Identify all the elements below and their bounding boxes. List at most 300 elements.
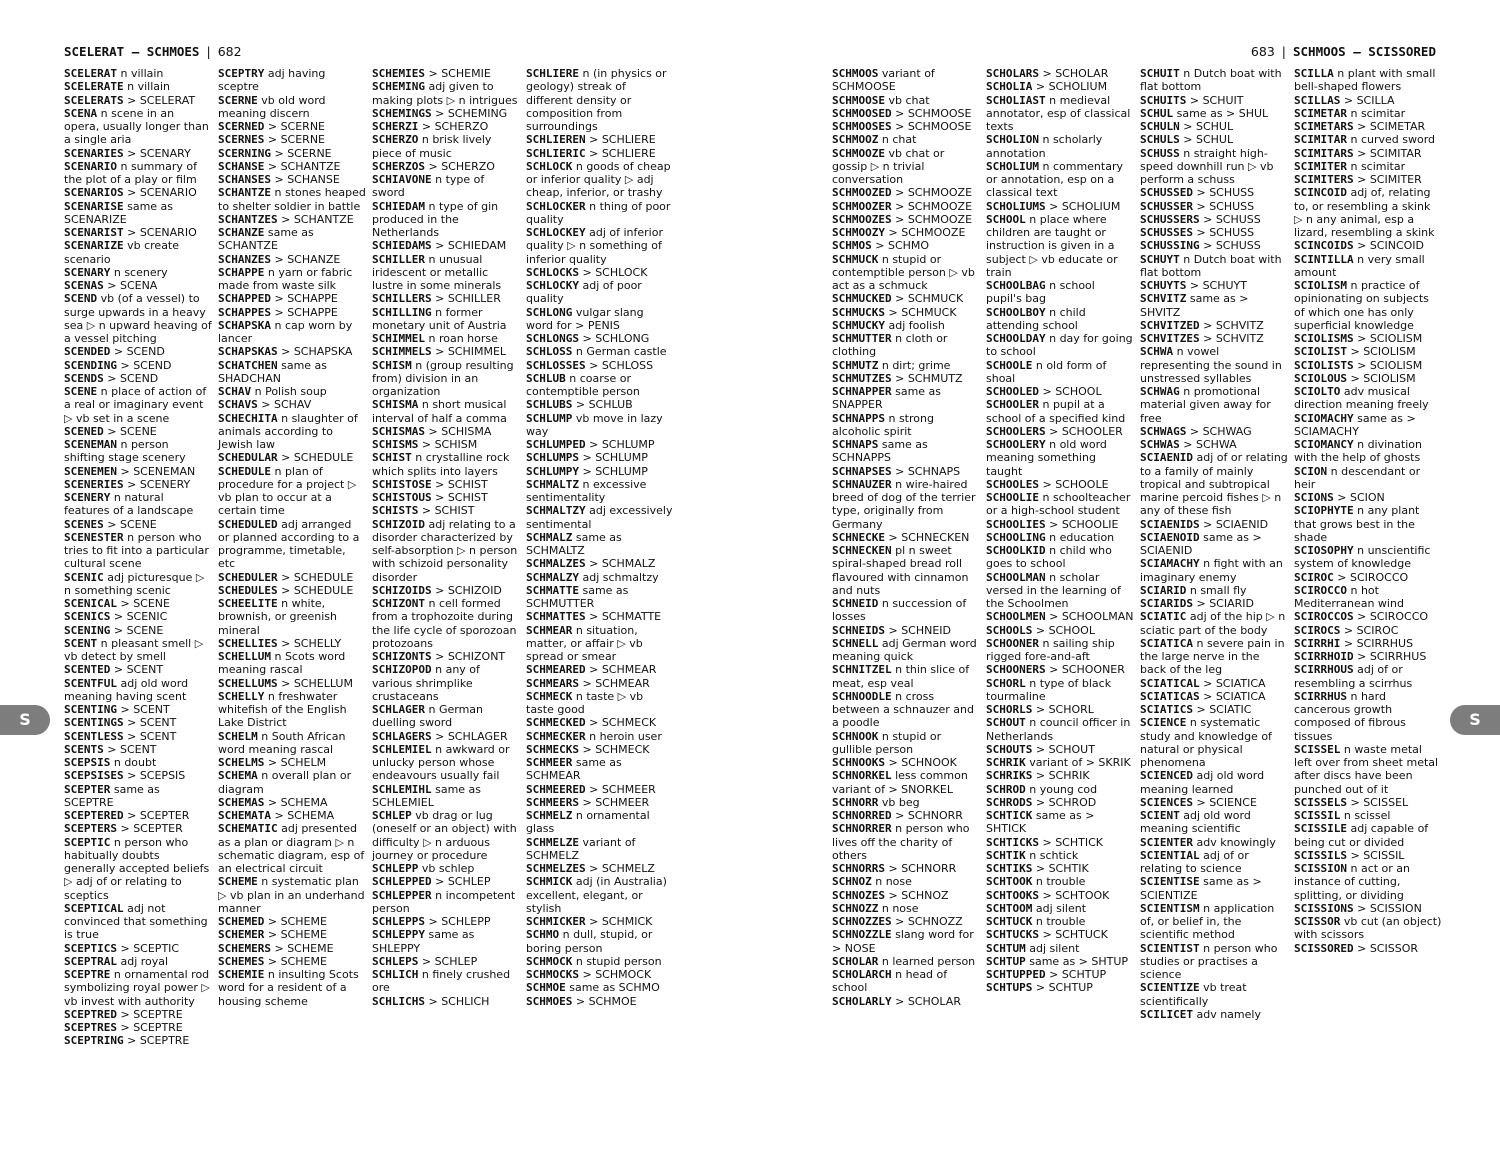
dictionary-entry	[526, 398, 674, 411]
headword: SCHOOLING	[986, 530, 1046, 544]
definition: n person who lives off the charity of others	[832, 822, 970, 862]
headword: SCHNEIDS	[832, 623, 885, 637]
definition: > SCIMETAR	[1353, 120, 1426, 133]
dictionary-entry	[372, 438, 520, 451]
dictionary-entry	[1294, 107, 1442, 120]
dictionary-entry	[218, 120, 366, 133]
dictionary-entry	[832, 67, 980, 94]
dictionary-entry	[64, 624, 212, 637]
definition: n Scots word meaning rascal	[218, 650, 346, 677]
dictionary-entry	[986, 677, 1134, 704]
definition: > SCHMUTZ	[891, 371, 963, 385]
definition: > SCHANTZE	[277, 212, 354, 226]
dictionary-entry	[218, 253, 366, 266]
thumb-index-tab: S	[0, 705, 50, 735]
definition: > SCHUSS	[1192, 186, 1255, 200]
dictionary-entry	[986, 306, 1134, 333]
dictionary-entry	[218, 412, 366, 452]
definition: vb beg	[878, 795, 920, 809]
dictionary-entry	[64, 822, 212, 835]
dictionary-entry	[64, 809, 212, 822]
dictionary-entry	[1294, 345, 1442, 358]
dictionary-entry	[64, 147, 212, 160]
headword: SCIRRHI	[1294, 636, 1341, 650]
dictionary-entry	[64, 836, 212, 902]
headword: SCHMOOZED	[832, 186, 892, 200]
headword: SCHOLIUM	[986, 159, 1039, 173]
headword: SCENTINGS	[64, 716, 124, 730]
dictionary-entry	[986, 94, 1134, 134]
headword: SCHUSSING	[1140, 239, 1200, 253]
dictionary-entry	[64, 942, 212, 955]
headword: SCHECHITA	[218, 411, 278, 425]
headword: SCINTILLA	[1294, 252, 1354, 266]
headword: SCHOOLKID	[986, 544, 1046, 557]
dictionary-entry	[526, 226, 674, 266]
definition: n scholarly annotation	[986, 133, 1103, 160]
dictionary-entry	[1294, 385, 1442, 412]
dictionary-entry	[832, 412, 980, 439]
dictionary-entry	[1140, 438, 1288, 451]
definition: n person who tries to fit into a particular cultural scene	[64, 530, 209, 571]
headword: SCHLOCKEY	[526, 226, 586, 239]
definition: adj of poor quality	[526, 279, 642, 306]
headword: SCIOLISMS	[1294, 332, 1354, 345]
headword: SCHMOCKS	[526, 968, 579, 981]
dictionary-entry	[526, 345, 674, 358]
headword: SCHMECKS	[526, 742, 579, 756]
definition: adj given to making plots ▷ n intrigues	[372, 80, 518, 107]
dictionary-entry	[1140, 425, 1288, 438]
definition: > SCHNOOK	[884, 756, 957, 769]
dictionary-entry	[1140, 677, 1288, 690]
headword: SCHMOOSE	[832, 93, 885, 107]
dictionary-entry	[986, 955, 1134, 968]
headword: SCHNOOK	[832, 729, 879, 743]
dictionary-entry	[832, 902, 980, 915]
definition: n finely crushed ore	[372, 968, 511, 995]
dictionary-entry	[218, 955, 366, 968]
definition: > SCHORL	[1032, 703, 1094, 716]
headword: SCIOLIST	[1294, 345, 1347, 359]
definition: > SCHNOZZ	[891, 915, 963, 928]
definition: > SCEPTER	[116, 822, 183, 836]
definition: > SCILLA	[1340, 93, 1395, 107]
dictionary-entry	[64, 372, 212, 385]
headword: SCHMALZES	[526, 557, 586, 571]
headword: SCHELLUMS	[218, 676, 278, 690]
definition: > SCHLONG	[578, 332, 650, 345]
headword: SCILICET	[1140, 1007, 1193, 1021]
headword: SCHTOOK	[986, 875, 1033, 889]
dictionary-entry	[372, 120, 520, 133]
dictionary-column	[526, 67, 674, 1008]
dictionary-entry	[832, 889, 980, 902]
dictionary-entry	[1294, 279, 1442, 332]
headword: SCHMEER	[526, 756, 573, 769]
headword: SCERNES	[218, 133, 265, 147]
headword: SCIENT	[1140, 809, 1180, 822]
dictionary-entry	[64, 769, 212, 782]
definition: > SCHOOL	[1032, 623, 1095, 637]
definition: > SCHELLUM	[277, 676, 353, 690]
dictionary-entry	[832, 133, 980, 146]
dictionary-entry	[986, 359, 1134, 386]
dictionary-entry	[986, 544, 1134, 571]
dictionary-entry	[526, 557, 674, 570]
headword: SCHRODS	[986, 795, 1033, 809]
definition: > SCHOOLMAN	[1045, 610, 1134, 624]
dictionary-entry	[526, 571, 674, 584]
definition: > SCENT	[123, 729, 177, 743]
dictionary-entry	[986, 637, 1134, 664]
dictionary-entry	[64, 597, 212, 610]
headword: SCHOLARS	[986, 67, 1039, 80]
headword: SCHTUCK	[986, 915, 1033, 928]
headword: SCHMUCKY	[832, 318, 885, 332]
headword: SCISSELS	[1294, 795, 1347, 809]
definition: > SCHUSS	[1192, 226, 1255, 239]
definition: > SCIRRHUS	[1353, 650, 1427, 663]
dictionary-entry	[64, 902, 212, 942]
dictionary-entry	[986, 531, 1134, 544]
headword: SCHNORRER	[832, 822, 892, 836]
dictionary-entry	[986, 398, 1134, 425]
definition: > SCHAV	[257, 398, 312, 412]
dictionary-entry	[218, 94, 366, 121]
dictionary-entry	[986, 133, 1134, 160]
headword: SCISSIONS	[1294, 901, 1354, 915]
dictionary-entry	[372, 928, 520, 955]
dictionary-entry	[1294, 147, 1442, 160]
headword: SCHLICHS	[372, 994, 425, 1008]
headword: SCHNITZEL	[832, 663, 892, 677]
dictionary-entry	[1140, 213, 1288, 226]
dictionary-entry	[526, 451, 674, 464]
headword: SCHNAUZER	[832, 477, 892, 491]
definition: n stones heaped to shelter soldier in battle	[218, 186, 366, 213]
headword: SCHUIT	[1140, 67, 1180, 80]
headword: SCIROCCO	[1294, 583, 1347, 597]
headword: SCHLIEREN	[526, 133, 586, 147]
headword: SCHISTS	[372, 504, 419, 518]
definition: > SCHANZE	[270, 252, 341, 266]
definition: n stupid or contemptible person ▷ vb act as a schmuck	[832, 252, 975, 292]
definition: same as SCHMALTZ	[526, 530, 622, 557]
headword: SCHISTOSE	[372, 477, 432, 491]
definition: n application of, or belief in, the scientific method	[1140, 901, 1275, 942]
definition: n person shifting stage scenery	[64, 438, 186, 465]
dictionary-entry	[372, 584, 520, 597]
definition: > SCIARID	[1192, 597, 1254, 610]
definition: > SCHIST	[431, 477, 488, 491]
dictionary-entry	[832, 531, 980, 544]
definition: n taste ▷ vb taste good	[526, 689, 644, 716]
dictionary-entry	[218, 398, 366, 411]
headword: SCHNOZZLE	[832, 928, 892, 942]
definition: same as > SCIAENID	[1140, 530, 1262, 557]
headword: SCINCOIDS	[1294, 239, 1354, 253]
headword: SCHMUTTER	[832, 332, 892, 345]
headword: SCHEDULER	[218, 570, 278, 584]
definition: n sailing ship rigged fore-and-aft	[986, 636, 1115, 663]
dictionary-entry	[1294, 491, 1442, 504]
dictionary-entry	[526, 690, 674, 717]
dictionary-entry	[1294, 133, 1442, 146]
definition: > SCHMOOZE	[884, 226, 966, 239]
definition: n excessive sentimentality	[526, 477, 647, 504]
headword: SCHAPPE	[218, 265, 265, 279]
dictionary-entry	[372, 663, 520, 703]
dictionary-entry	[372, 783, 520, 810]
definition: n place where children are taught or instruction is given in a subject ▷ vb educate or train	[986, 212, 1118, 279]
headword: SCHOOLMEN	[986, 610, 1046, 624]
definition: > SCHLICH	[424, 994, 490, 1008]
dictionary-column	[1294, 67, 1442, 955]
dictionary-entry	[372, 160, 520, 173]
headword: SCENARIST	[64, 226, 124, 239]
definition: vb cut (an object) with scissors	[1294, 915, 1442, 942]
definition: > SCHOOLER	[1045, 424, 1123, 438]
definition: n child who goes to school	[986, 544, 1112, 571]
definition: less common variant of > SNORKEL	[832, 769, 968, 796]
definition: n act or an instance of cutting, splitting, or dividing	[1294, 862, 1411, 902]
headword: SCIMITARS	[1294, 146, 1354, 160]
definition: > SCENERY	[123, 477, 191, 491]
headword: SCHNEID	[832, 597, 879, 610]
dictionary-entry	[1294, 253, 1442, 280]
headword: SCHMOOSES	[832, 120, 892, 133]
definition: > SCHERZO	[418, 120, 489, 133]
dictionary-entry	[372, 995, 520, 1008]
headword: SCHOOLED	[986, 385, 1039, 398]
definition: n ornamental rod symbolizing royal power ▷ vb invest with authority	[64, 968, 210, 1008]
headword: SCHNELL	[832, 636, 879, 650]
headword: SCHLOSS	[526, 345, 573, 359]
headword: SCENERY	[64, 491, 111, 504]
headword: SCHTUP	[986, 954, 1026, 968]
headword: SCISSEL	[1294, 742, 1341, 756]
definition: n straight high-speed downhill run ▷ vb perform a schuss	[1140, 146, 1274, 186]
headword: SCHNOZZES	[832, 915, 892, 928]
headword: SCIARIDS	[1140, 597, 1193, 610]
definition: > SCHLEPP	[424, 915, 491, 928]
dictionary-entry	[218, 359, 366, 386]
dictionary-entry	[986, 756, 1134, 769]
dictionary-entry	[1140, 875, 1288, 902]
dictionary-entry	[1294, 915, 1442, 942]
headword: SCIAMACHY	[1140, 557, 1200, 571]
dictionary-entry	[832, 94, 980, 107]
definition: > SCISSIL	[1346, 848, 1405, 862]
dictionary-entry	[64, 279, 212, 292]
headword: SCHANSE	[218, 159, 265, 173]
definition: > SCHEDULE	[277, 451, 354, 465]
headword: SCINCOID	[1294, 186, 1347, 200]
headword: SCHUSS	[1140, 146, 1180, 160]
headword: SCHLEPS	[372, 954, 419, 968]
definition: same as SCHMO	[565, 981, 660, 995]
headword: SCEND	[64, 292, 98, 306]
dictionary-entry	[218, 584, 366, 597]
dictionary-entry	[1294, 120, 1442, 133]
definition: > SCHROD	[1032, 795, 1097, 809]
dictionary-entry	[218, 769, 366, 796]
headword: SCHTOOKS	[986, 888, 1039, 902]
dictionary-entry	[1140, 716, 1288, 769]
definition: n waste metal left over from sheet metal after discs have been punched out of it	[1294, 742, 1439, 796]
definition: same as > SHTICK	[986, 809, 1095, 836]
headword: SCHIAVONE	[372, 173, 432, 186]
definition: > SCINCOID	[1353, 239, 1425, 253]
definition: n cap worn by lancer	[218, 318, 353, 345]
dictionary-entry	[64, 385, 212, 425]
dictionary-entry	[526, 836, 674, 863]
definition: n person who studies or practises a science	[1140, 941, 1278, 981]
headword: SCHMEAR	[526, 623, 573, 637]
dictionary-entry	[64, 955, 212, 968]
definition: > SCHMOE	[572, 994, 637, 1008]
definition: > SCHEMA	[264, 795, 328, 809]
headword: SCENEMAN	[64, 438, 117, 451]
definition: > SCEPTRE	[116, 1021, 183, 1034]
headword: SCIOMACHY	[1294, 411, 1354, 425]
dictionary-entry	[64, 425, 212, 438]
dictionary-entry	[1294, 359, 1442, 372]
definition: n summary of the plot of a play or film	[64, 159, 197, 186]
definition: > SCHUSS	[1199, 239, 1261, 253]
headword: SCHISMS	[372, 438, 419, 451]
headword: SCHULN	[1140, 120, 1180, 133]
headword: SCHLEMIHL	[372, 782, 432, 796]
headword: SCHANZES	[218, 252, 271, 266]
dictionary-entry	[1140, 67, 1288, 94]
definition: vb old word meaning discern	[218, 93, 326, 120]
dictionary-entry	[832, 928, 980, 955]
headword: SCHMUCK	[832, 252, 879, 266]
headword: SCHERZI	[372, 120, 419, 133]
dictionary-entry	[218, 915, 366, 928]
dictionary-entry	[64, 663, 212, 676]
definition: same as SNAPPER	[832, 385, 942, 412]
dictionary-entry	[832, 359, 980, 372]
definition: n nose	[871, 875, 912, 889]
running-header-right	[1251, 44, 1436, 59]
headword: SCHELLIES	[218, 636, 278, 650]
dictionary-entry	[64, 345, 212, 358]
dictionary-entry	[832, 292, 980, 305]
dictionary-entry	[218, 796, 366, 809]
headword: SCHANTZE	[218, 186, 271, 200]
dictionary-entry	[64, 756, 212, 769]
headword: SCEPTRED	[64, 1007, 117, 1021]
dictionary-entry	[986, 769, 1134, 782]
definition: > SCHEDULE	[277, 583, 354, 597]
dictionary-entry	[1294, 743, 1442, 796]
definition: n situation, matter, or affair ▷ vb spread or smear	[526, 623, 643, 663]
definition: > SCHIZOID	[431, 583, 502, 597]
headword: SCHOOLBAG	[986, 279, 1046, 292]
headword: SCIOPHYTE	[1294, 504, 1354, 518]
definition: n stupid person	[572, 954, 662, 968]
dictionary-entry	[218, 942, 366, 955]
headword: SCHISMA	[372, 398, 419, 412]
headword: SCHMOES	[526, 994, 573, 1008]
definition: adj silent	[1032, 901, 1087, 915]
dictionary-entry	[1140, 690, 1288, 703]
headword: SCEPTER	[64, 782, 111, 796]
headword: SCHULS	[1140, 133, 1180, 147]
headword: SCENARIES	[64, 146, 124, 160]
headword: SCHILLER	[372, 252, 425, 266]
definition: > SCHEME	[270, 941, 334, 955]
headword: SCHLIERIC	[526, 146, 586, 160]
dictionary-entry	[986, 279, 1134, 306]
headword: SCENDING	[64, 358, 117, 372]
definition: > SCHMICK	[585, 915, 653, 928]
dictionary-entry	[832, 769, 980, 796]
headword: SCHNOZES	[832, 888, 885, 902]
definition: > SCHERZO	[424, 159, 495, 173]
headword: SCHIZOID	[372, 517, 425, 531]
dictionary-entry	[1294, 372, 1442, 385]
dictionary-entry	[832, 690, 980, 730]
dictionary-entry	[218, 875, 366, 915]
headword: SCHEDULED	[218, 517, 278, 531]
headword: SCISSOR	[1294, 915, 1341, 928]
definition: > SCION	[1333, 491, 1385, 504]
definition: n crystalline rock which splits into layers	[372, 451, 510, 478]
headword: SCHNECKEN	[832, 544, 892, 557]
headword: SCHUYTS	[1140, 279, 1187, 292]
dictionary-entry	[1140, 796, 1288, 809]
headword: SCHOLIA	[986, 80, 1033, 94]
headword: SCHMALTZY	[526, 504, 586, 518]
definition: n short musical interval of half a comma	[372, 398, 507, 425]
dictionary-entry	[64, 292, 212, 345]
headword: SCHERZO	[372, 133, 419, 147]
headword: SCHNOOKS	[832, 756, 885, 769]
dictionary-entry	[64, 637, 212, 664]
dictionary-entry	[64, 716, 212, 729]
headword: SCENARIO	[64, 159, 117, 173]
dictionary-entry	[372, 239, 520, 252]
definition: adj of or resembling a scirrhus	[1294, 663, 1413, 690]
definition: > SCHEMING	[431, 106, 508, 120]
headword: SCHIZOPOD	[372, 663, 432, 677]
definition: adj schmaltzy	[578, 570, 659, 584]
definition: adv namely	[1192, 1007, 1261, 1021]
dictionary-entry	[1140, 186, 1288, 199]
headword: SCHRIKS	[986, 769, 1033, 783]
headword: SCHOOLS	[986, 623, 1033, 637]
definition: > SCIOLISM	[1353, 332, 1423, 345]
dictionary-entry	[218, 319, 366, 346]
headword: SCHLUMPS	[526, 451, 579, 465]
definition: n natural features of a landscape	[64, 491, 194, 518]
dictionary-entry	[526, 730, 674, 743]
definition: n incompetent person	[372, 888, 516, 915]
definition: n scenery	[110, 265, 168, 279]
headword: SCENTLESS	[64, 729, 124, 743]
definition: n descendant or heir	[1294, 464, 1421, 491]
dictionary-entry	[1140, 120, 1288, 133]
headword: SCIATICAS	[1140, 689, 1200, 703]
definition: n small fly	[1186, 583, 1247, 597]
dictionary-entry	[218, 133, 366, 146]
definition: > SCIOLISM	[1353, 358, 1423, 372]
dictionary-entry	[64, 266, 212, 279]
